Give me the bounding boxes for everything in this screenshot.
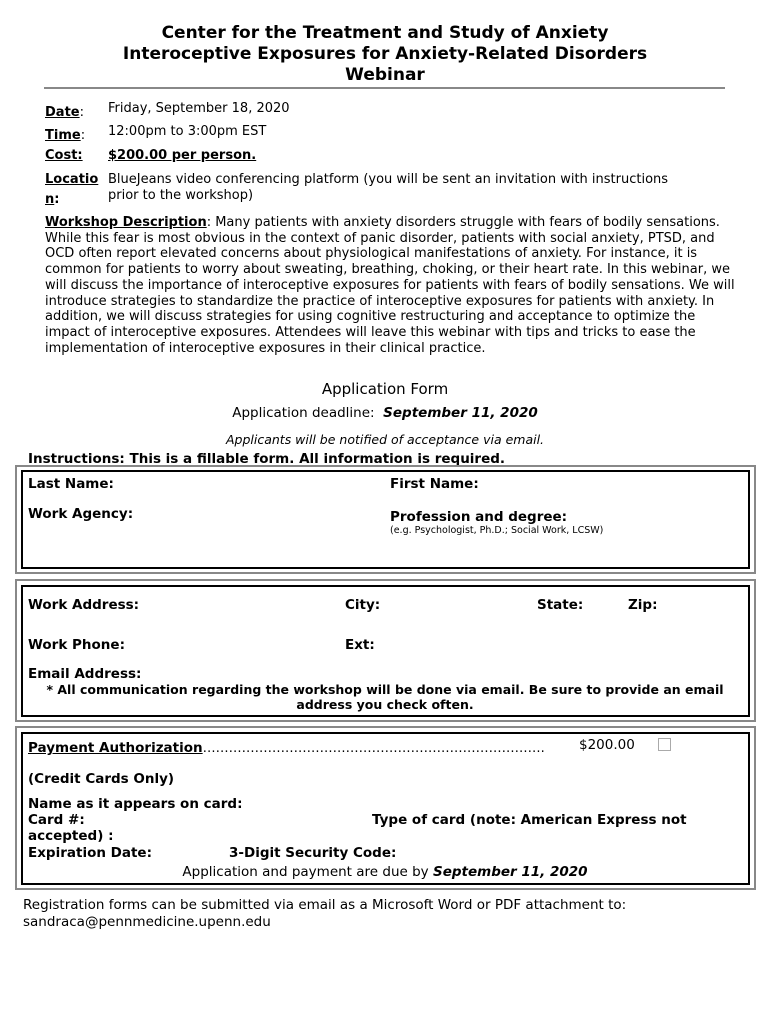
title-line-3: Webinar [345,65,425,85]
security-code-field[interactable]: 3-Digit Security Code: [229,845,397,861]
profession-hint: (e.g. Psychologist, Ph.D.; Social Work, LCSW) [390,525,604,536]
deadline-label: Application deadline: [232,405,375,421]
payment-due-notice [0,864,770,880]
state-field[interactable]: State: [537,597,584,613]
title-line-1: Center for the Treatment and Study of Anxiety [161,23,609,43]
credit-cards-only: (Credit Cards Only) [28,771,175,787]
cost-label: Cost: [45,148,83,163]
card-number-field[interactable]: Card #: [28,812,85,828]
payment-dots: ……………………………………………………………………. [202,741,545,756]
application-deadline [0,405,770,421]
email-note-line2: address you check often. [296,697,474,712]
first-name-field[interactable]: First Name: [390,476,479,492]
zip-field[interactable]: Zip: [628,597,658,613]
email-note-line1: * All communication regarding the workshop will be done via email. Be sure to provide an email [46,682,724,697]
form-instructions: Instructions: This is a fillable form. All information is required. [28,451,506,467]
time-label: Time [45,128,81,143]
due-date: September 11, 2020 [432,864,588,880]
name-on-card-field[interactable]: Name as it appears on card: [28,796,243,812]
time-value: 12:00pm to 3:00pm EST [108,124,267,139]
date-label: Date [45,105,80,120]
header-divider [44,87,725,89]
card-type-accepted: accepted) : [28,828,114,844]
title-line-2: Interoceptive Exposures for Anxiety-Related Disorders [122,44,648,64]
work-address-field[interactable]: Work Address: [28,597,140,613]
email-field[interactable]: Email Address: [28,666,142,682]
acceptance-notice: Applicants will be notified of acceptance via email. [225,432,545,447]
payment-authorization-row [28,737,545,756]
date-row: Date: [45,105,84,120]
due-text: Application and payment are due by [182,864,429,880]
location-label-line1: Locatio [45,172,99,187]
application-form-heading: Application Form [321,380,449,398]
payment-authorization-label: Payment Authorization [28,740,203,756]
workshop-description [45,215,735,356]
date-value: Friday, September 18, 2020 [108,101,290,116]
description-label: Workshop Description [45,215,207,230]
payment-checkbox[interactable] [658,738,671,751]
profession-field[interactable]: Profession and degree: [390,509,568,525]
last-name-field[interactable]: Last Name: [28,476,114,492]
city-field[interactable]: City: [345,597,381,613]
work-phone-field[interactable]: Work Phone: [28,637,125,653]
time-row: Time: [45,128,86,143]
payment-amount: $200.00 [579,737,635,753]
card-type-field[interactable]: Type of card (note: American Express not [372,812,687,828]
cost-value: $200.00 per person. [108,148,257,163]
deadline-value: September 11, 2020 [383,405,538,421]
expiration-date-field[interactable]: Expiration Date: [28,845,152,861]
ext-field[interactable]: Ext: [345,637,375,653]
description-text: : Many patients with anxiety disorders struggle with fears of bodily sensations. While this fear is most obvious in the context of panic disorder, patients with social anxiety, PTSD, and OCD often report elevated concerns about physiological manifestations of anxiety. For instance, it is common for patients to worry about sweating, breathing, choking, or their heart rate. In this webinar, we will discuss the importance of interoceptive exposures for patients with fears of bodily sensations. We will introduce strategies to standardize the practice of interoceptive exposures for patients with anxiety. In addition, we will discuss strategies for using cognitive restructuring and acceptance to optimize the impact of interoceptive exposures. Attendees will leave this webinar with tips and tricks to ease the implementation of interoceptive exposures in their clinical practice. [45,215,735,356]
location-label-line2: n [45,192,55,207]
location-label-line2-row: n: [45,192,60,207]
footer-line1: Registration forms can be submitted via email as a Microsoft Word or PDF attachment to: [23,897,627,913]
location-value-line1: BlueJeans video conferencing platform (you will be sent an invitation with instructions [108,172,669,187]
location-value-line2: prior to the workshop) [108,188,254,203]
work-agency-field[interactable]: Work Agency: [28,506,134,522]
footer-email[interactable]: sandraca@pennmedicine.upenn.edu [23,914,271,930]
